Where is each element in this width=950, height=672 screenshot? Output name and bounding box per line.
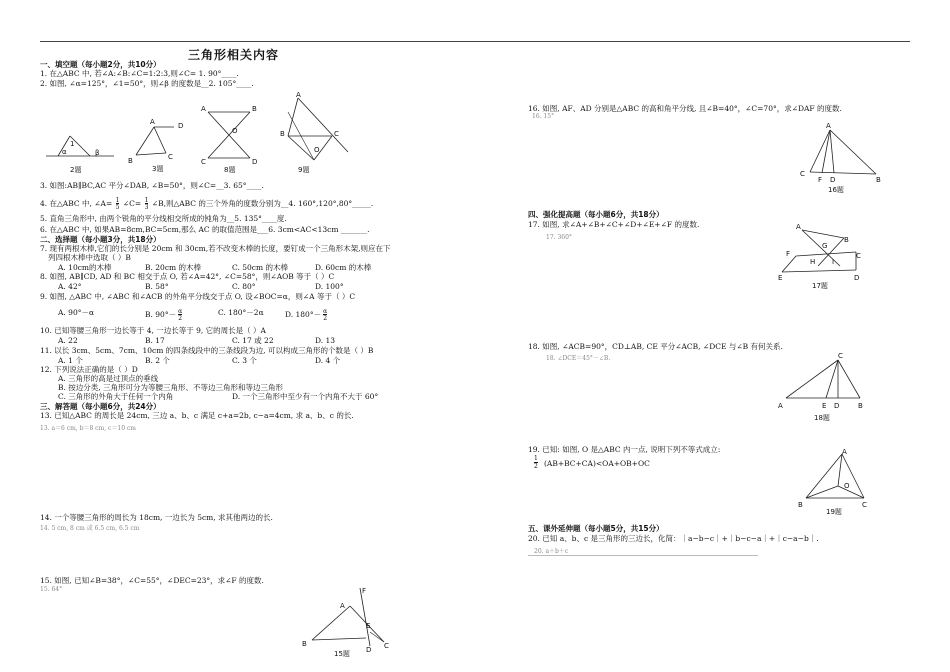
question-14: 14. 一个等腰三角形的周长为 18cm, 一边长为 5cm, 求其他两边的长. — [40, 513, 273, 522]
question-16: 16. 如图, AF、AD 分别是△ABC 的高和角平分线, 且∠B=40°，∠C=70°，求∠DAF 的度数. — [528, 104, 842, 113]
question-9: 9. 如图, △ABC 中, ∠ABC 和∠ACB 的外角平分线交于点 O, 设∠BOC=α，则∠A 等于（ ）C — [40, 292, 356, 301]
svg-text:E: E — [778, 274, 783, 282]
answer-14: 14. 5 cm, 8 cm 或 6.5 cm, 6.5 cm — [40, 525, 140, 532]
svg-text:O: O — [232, 127, 238, 135]
figure-15 — [296, 584, 392, 668]
svg-text:E: E — [822, 402, 827, 410]
question-12: 12. 下列说法正确的是（ ）D — [40, 365, 138, 374]
figure-3 — [126, 115, 188, 177]
label-alpha: α — [62, 148, 67, 156]
header-rule — [40, 41, 910, 42]
answer-13: 13. a＝6 cm, b＝8 cm, c＝10 cm — [40, 425, 136, 432]
svg-text:A: A — [150, 118, 155, 126]
label-1: 1 — [70, 140, 75, 148]
svg-text:B: B — [302, 640, 307, 648]
answer-20: 20. a＋b＋c — [534, 548, 569, 555]
svg-text:B: B — [252, 105, 257, 113]
section-extension: 五、课外延伸题（每小题5分，共15分） — [528, 524, 664, 533]
figure-17 — [776, 218, 866, 292]
svg-text:B: B — [128, 157, 133, 165]
svg-text:D: D — [830, 176, 836, 184]
caption-fig16: 16题 — [828, 186, 844, 194]
caption-fig3: 3题 — [152, 165, 164, 173]
svg-text:H: H — [810, 258, 816, 266]
svg-text:A: A — [296, 92, 301, 99]
section-solve: 三、解答题（每小题6分，共24分） — [40, 402, 161, 411]
svg-text:D: D — [366, 646, 372, 654]
svg-text:B: B — [876, 176, 881, 184]
caption-fig2: 2题 — [70, 166, 82, 174]
svg-text:B: B — [280, 130, 285, 138]
question-17: 17. 如图, 求∠A+∠B+∠C+∠D+∠E+∠F 的度数. — [528, 220, 700, 229]
question-15: 15. 如图, 已知∠B=38°，∠C=55°，∠DEC=23°，求∠F 的度数. — [40, 576, 264, 585]
svg-text:O: O — [314, 146, 320, 154]
svg-text:A: A — [778, 402, 783, 410]
figure-18 — [776, 350, 872, 426]
svg-text:C: C — [168, 153, 173, 161]
question-1: 1. 在△ABC 中, 若∠A:∠B:∠C=1:2:3,则∠C= 1. 90°____. — [40, 69, 239, 78]
question-19: 19. 已知: 如图, O 是△ABC 内一点, 说明下列不等式成立: — [528, 445, 721, 454]
answer-18: 18. ∠DCE＝45°－∠B. — [546, 355, 611, 362]
figure-8 — [198, 102, 266, 178]
svg-text:B: B — [844, 236, 849, 244]
svg-text:F: F — [786, 250, 791, 258]
question-8: 8. 如图, AB∥CD, AD 和 BC 相交于点 O, 若∠A=42°, ∠C=58°，则∠AOB 等于（ ）C — [40, 272, 335, 281]
svg-text:E: E — [366, 622, 371, 630]
svg-text:A: A — [201, 105, 206, 113]
label-beta: β — [95, 149, 100, 157]
svg-text:C: C — [862, 501, 867, 509]
question-20: 20. 已知 a、b、c 是三角形的三边长，化简：｜a−b−c｜+｜b−c−a｜+｜c−a−b｜. — [528, 534, 819, 543]
svg-text:C: C — [856, 252, 861, 260]
question-2: 2. 如图, ∠α=125°，∠1=50°，则∠β 的度数是__2. 105°____. — [40, 79, 254, 88]
answer-15: 15. 64° — [40, 586, 63, 593]
svg-text:B: B — [798, 501, 803, 509]
svg-text:C: C — [384, 642, 389, 650]
caption-fig19: 19题 — [826, 508, 842, 516]
svg-text:A: A — [340, 602, 345, 610]
page-title: 三角形相关内容 — [188, 48, 280, 62]
svg-text:A: A — [796, 223, 801, 231]
svg-text:G: G — [822, 242, 828, 250]
svg-text:F: F — [362, 587, 367, 595]
section-choice: 二、选择题（每小题3分，共18分） — [40, 235, 161, 244]
question-4: 4. 在△ABC 中, ∠A= $\frac{1}{5}$ ∠C= $\frac{1}{3}$ ∠B,则△ABC 的三个外角的度数分别为__4. 160°,120°,80°_____. — [40, 197, 374, 211]
caption-fig9: 9题 — [298, 166, 310, 174]
svg-text:O: O — [844, 482, 850, 490]
question-6: 6. 在△ABC 中, 如果AB=8cm,BC=5cm,那么 AC 的取值范围是___6. 3cm<AC<13cm _______. — [40, 225, 370, 234]
section-fill-in: 一、填空题（每小题2分，共10分） — [40, 60, 161, 69]
answer-17: 17. 360° — [546, 234, 572, 241]
svg-text:A: A — [842, 448, 847, 456]
svg-text:B: B — [858, 402, 863, 410]
caption-fig17: 17题 — [812, 282, 828, 290]
svg-text:C: C — [201, 158, 206, 166]
figure-16 — [796, 120, 884, 194]
figure-19 — [798, 446, 870, 518]
question-7: 7. 现有两根木棒,它们的长分别是 20cm 和 30cm,若不改变木棒的长度，要钉成一个三角形木架,则应在下 — [40, 244, 391, 253]
caption-fig18: 18题 — [814, 414, 830, 422]
figure-2 — [44, 128, 116, 178]
svg-text:I: I — [832, 258, 835, 266]
question-18: 18. 如图, ∠ACB=90°，CD⊥AB, CE 平分∠ACB, ∠DCE 与∠B 有何关系. — [528, 342, 783, 351]
svg-text:C: C — [800, 170, 805, 178]
question-5: 5. 直角三角形中, 由两个锐角的平分线相交所成的钝角为__5. 135°____度. — [40, 214, 287, 223]
svg-text:D: D — [252, 158, 258, 166]
question-19-inequality: (AB+BC+CA)<OA+OB+OC — [544, 459, 650, 468]
svg-text:D: D — [178, 122, 184, 130]
svg-text:F: F — [818, 176, 823, 184]
caption-fig8: 8题 — [224, 166, 236, 174]
section-advanced: 四、强化提高题（每小题6分，共18分） — [528, 210, 664, 219]
question-11: 11. 以长 3cm、5cm、7cm、10cm 的四条线段中的三条线段为边, 可以构成三角形的个数是（ ）B — [40, 346, 374, 355]
answer-rule — [528, 555, 758, 556]
question-13: 13. 已知△ABC 的周长是 24cm, 三边 a、b、c 满足 c+a=2b, c−a=4cm, 求 a、b、c 的长. — [40, 411, 354, 420]
caption-fig15: 15题 — [334, 650, 350, 658]
svg-text:C: C — [334, 130, 339, 138]
svg-text:D: D — [854, 274, 860, 282]
question-10: 10. 已知等腰三角形一边长等于 4, 一边长等于 9, 它的周长是（ ）A — [40, 326, 266, 335]
svg-text:C: C — [838, 352, 843, 360]
svg-text:D: D — [834, 402, 840, 410]
figure-9 — [278, 92, 358, 178]
answer-16: 16. 15° — [532, 113, 555, 120]
svg-text:A: A — [826, 122, 831, 130]
question-3: 3. 如图:AB∥BC,AC 平分∠DAB, ∠B=50°，则∠C=__3. 65°____. — [40, 181, 264, 190]
